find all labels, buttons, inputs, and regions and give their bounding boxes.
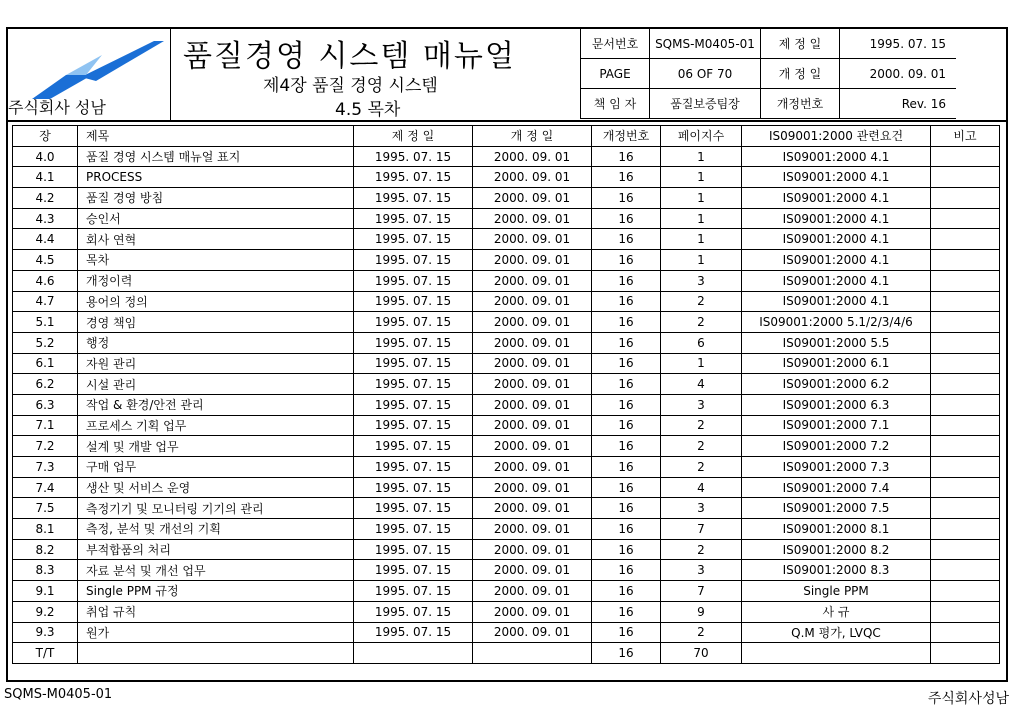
revision-no-cell: 16 (592, 415, 661, 436)
page-count-cell: 2 (661, 436, 742, 457)
revision-date: 2000. 09. 01 (840, 59, 957, 89)
issue-date-label: 제 정 일 (761, 29, 840, 59)
table-row (13, 374, 1000, 395)
issue-date-cell: 1995. 07. 15 (354, 374, 473, 395)
title-cell: 개정이력 (78, 270, 354, 291)
issue-date-cell: 1995. 07. 15 (354, 188, 473, 209)
iso-requirement-cell: IS09001:2000 6.2 (742, 374, 931, 395)
footer-company: 주식회사성남 (927, 691, 1009, 707)
title-cell: 측정기기 및 모니터링 기기의 관리 (78, 498, 354, 519)
issue-date-cell: 1995. 07. 15 (354, 560, 473, 581)
note-cell (931, 477, 1000, 498)
note-cell (931, 332, 1000, 353)
note-cell (931, 415, 1000, 436)
iso-requirement-cell: IS09001:2000 7.1 (742, 415, 931, 436)
issue-date-cell: 1995. 07. 15 (354, 312, 473, 333)
revision-no-cell: 16 (592, 643, 661, 664)
table-row (13, 146, 1000, 167)
iso-requirement-cell: 사 규 (742, 601, 931, 622)
page-count-cell: 70 (661, 643, 742, 664)
title-cell: 시설 관리 (78, 374, 354, 395)
table-row (13, 539, 1000, 560)
page-count-cell: 1 (661, 229, 742, 250)
issue-date-cell: 1995. 07. 15 (354, 291, 473, 312)
title-cell: 품질 경영 시스템 매뉴얼 표지 (78, 146, 354, 167)
chapter-cell: 8.2 (13, 539, 78, 560)
page-count-cell: 4 (661, 477, 742, 498)
title-cell: 용어의 정의 (78, 291, 354, 312)
page-count-cell: 3 (661, 394, 742, 415)
owner-label: 책 임 자 (581, 89, 650, 119)
table-row (13, 601, 1000, 622)
table-row (13, 229, 1000, 250)
table-row (13, 291, 1000, 312)
iso-requirement-cell: IS09001:2000 4.1 (742, 167, 931, 188)
note-cell (931, 208, 1000, 229)
page-count-cell: 1 (661, 188, 742, 209)
iso-requirement-cell: IS09001:2000 4.1 (742, 188, 931, 209)
note-cell (931, 601, 1000, 622)
page-count-cell: 4 (661, 374, 742, 395)
revision-no-cell: 16 (592, 457, 661, 478)
note-cell (931, 291, 1000, 312)
note-cell (931, 560, 1000, 581)
page-count-cell: 2 (661, 539, 742, 560)
page-count-cell: 1 (661, 167, 742, 188)
company-logo-icon (26, 35, 166, 99)
revision-no-cell: 16 (592, 581, 661, 602)
chapter-cell: 7.2 (13, 436, 78, 457)
revision-no-cell: 16 (592, 436, 661, 457)
revision-no-cell: 16 (592, 374, 661, 395)
revision-no-cell: 16 (592, 332, 661, 353)
chapter-cell: 4.1 (13, 167, 78, 188)
chapter-cell: 7.3 (13, 457, 78, 478)
iso-requirement-cell: IS09001:2000 4.1 (742, 208, 931, 229)
revision-no-cell: 16 (592, 539, 661, 560)
issue-date-cell: 1995. 07. 15 (354, 519, 473, 540)
issue-date-cell: 1995. 07. 15 (354, 498, 473, 519)
note-cell (931, 519, 1000, 540)
issue-date: 1995. 07. 15 (840, 29, 957, 59)
note-cell (931, 312, 1000, 333)
chapter-cell: T/T (13, 643, 78, 664)
revision-no-cell: 16 (592, 312, 661, 333)
table-row (13, 312, 1000, 333)
table-header-row (13, 126, 1000, 147)
title-cell: 취업 규칙 (78, 601, 354, 622)
page-count-cell: 9 (661, 601, 742, 622)
revision-no-cell: 16 (592, 353, 661, 374)
chapter-cell: 6.2 (13, 374, 78, 395)
revision-date-cell: 2000. 09. 01 (473, 208, 592, 229)
iso-requirement-cell: IS09001:2000 7.4 (742, 477, 931, 498)
revision-no-cell: 16 (592, 229, 661, 250)
revision-date-cell: 2000. 09. 01 (473, 250, 592, 271)
note-cell (931, 457, 1000, 478)
table-row (13, 270, 1000, 291)
header-revision-date: 개 정 일 (473, 126, 592, 147)
note-cell (931, 250, 1000, 271)
revision-no-cell: 16 (592, 250, 661, 271)
revision-date-cell: 2000. 09. 01 (473, 291, 592, 312)
revision-no-cell: 16 (592, 394, 661, 415)
revision-date-cell: 2000. 09. 01 (473, 167, 592, 188)
title-cell: 행정 (78, 332, 354, 353)
revision-no-cell: 16 (592, 477, 661, 498)
chapter-cell: 9.3 (13, 622, 78, 643)
page-label: PAGE (581, 59, 650, 89)
logo-cell (8, 29, 171, 120)
title-cell: 구매 업무 (78, 457, 354, 478)
chapter-cell: 4.4 (13, 229, 78, 250)
iso-requirement-cell: IS09001:2000 8.2 (742, 539, 931, 560)
issue-date-cell (354, 643, 473, 664)
footer-doc-code: SQMS-M0405-01 (4, 687, 113, 702)
chapter-cell: 5.1 (13, 312, 78, 333)
issue-date-cell: 1995. 07. 15 (354, 229, 473, 250)
header-revision-no: 개정번호 (592, 126, 661, 147)
chapter-cell: 6.3 (13, 394, 78, 415)
table-row (13, 643, 1000, 664)
revision-date-cell: 2000. 09. 01 (473, 312, 592, 333)
doc-no-label: 문서번호 (581, 29, 650, 59)
note-cell (931, 146, 1000, 167)
issue-date-cell: 1995. 07. 15 (354, 146, 473, 167)
revision-no-cell: 16 (592, 270, 661, 291)
note-cell (931, 167, 1000, 188)
owner: 품질보증팀장 (650, 89, 761, 119)
revision-date-cell: 2000. 09. 01 (473, 560, 592, 581)
revision-no-label: 개정번호 (761, 89, 840, 119)
page-count-cell: 2 (661, 415, 742, 436)
iso-requirement-cell: IS09001:2000 7.2 (742, 436, 931, 457)
table-row (13, 332, 1000, 353)
section-title: 4.5 목차 (335, 100, 401, 120)
table-row (13, 250, 1000, 271)
header-page-count: 페이지수 (661, 126, 742, 147)
header-issue-date: 제 정 일 (354, 126, 473, 147)
revision-date-cell (473, 643, 592, 664)
contents-table (12, 125, 1000, 664)
header-chapter: 장 (13, 126, 78, 147)
revision-date-cell: 2000. 09. 01 (473, 415, 592, 436)
revision-date-cell: 2000. 09. 01 (473, 353, 592, 374)
note-cell (931, 270, 1000, 291)
manual-title: 품질경영 시스템 매뉴얼 (183, 39, 516, 74)
revision-no: Rev. 16 (840, 89, 957, 119)
revision-date-cell: 2000. 09. 01 (473, 436, 592, 457)
page-count-cell: 3 (661, 270, 742, 291)
page-count: 06 OF 70 (650, 59, 761, 89)
header-note: 비고 (931, 126, 1000, 147)
note-cell (931, 436, 1000, 457)
revision-no-cell: 16 (592, 291, 661, 312)
chapter-cell: 9.2 (13, 601, 78, 622)
title-cell (171, 29, 581, 120)
title-cell: 원가 (78, 622, 354, 643)
chapter-cell: 6.1 (13, 353, 78, 374)
title-cell: 생산 및 서비스 운영 (78, 477, 354, 498)
iso-requirement-cell: IS09001:2000 6.1 (742, 353, 931, 374)
note-cell (931, 353, 1000, 374)
chapter-cell: 4.5 (13, 250, 78, 271)
title-cell: 프로세스 기획 업무 (78, 415, 354, 436)
issue-date-cell: 1995. 07. 15 (354, 208, 473, 229)
page-count-cell: 1 (661, 250, 742, 271)
iso-requirement-cell: IS09001:2000 4.1 (742, 291, 931, 312)
chapter-cell: 9.1 (13, 581, 78, 602)
page-count-cell: 2 (661, 457, 742, 478)
issue-date-cell: 1995. 07. 15 (354, 457, 473, 478)
revision-no-cell: 16 (592, 622, 661, 643)
issue-date-cell: 1995. 07. 15 (354, 622, 473, 643)
issue-date-cell: 1995. 07. 15 (354, 332, 473, 353)
revision-no-cell: 16 (592, 498, 661, 519)
table-row (13, 188, 1000, 209)
table-body (13, 146, 1000, 663)
issue-date-cell: 1995. 07. 15 (354, 353, 473, 374)
page-count-cell: 7 (661, 519, 742, 540)
revision-no-cell: 16 (592, 560, 661, 581)
iso-requirement-cell: IS09001:2000 5.5 (742, 332, 931, 353)
iso-requirement-cell: IS09001:2000 4.1 (742, 146, 931, 167)
issue-date-cell: 1995. 07. 15 (354, 250, 473, 271)
title-cell: 목차 (78, 250, 354, 271)
issue-date-cell: 1995. 07. 15 (354, 539, 473, 560)
header-title: 제목 (78, 126, 354, 147)
table-row (13, 622, 1000, 643)
revision-date-label: 개 정 일 (761, 59, 840, 89)
title-cell: 측정, 분석 및 개선의 기획 (78, 519, 354, 540)
chapter-cell: 7.1 (13, 415, 78, 436)
revision-date-cell: 2000. 09. 01 (473, 622, 592, 643)
issue-date-cell: 1995. 07. 15 (354, 270, 473, 291)
revision-date-cell: 2000. 09. 01 (473, 498, 592, 519)
page-count-cell: 3 (661, 498, 742, 519)
iso-requirement-cell: IS09001:2000 6.3 (742, 394, 931, 415)
chapter-cell: 4.7 (13, 291, 78, 312)
note-cell (931, 622, 1000, 643)
chapter-cell: 8.3 (13, 560, 78, 581)
title-cell: Single PPM 규정 (78, 581, 354, 602)
table-row (13, 436, 1000, 457)
title-cell: 부적합품의 처리 (78, 539, 354, 560)
iso-requirement-cell: IS09001:2000 8.1 (742, 519, 931, 540)
iso-requirement-cell: IS09001:2000 4.1 (742, 270, 931, 291)
title-cell: 경영 책임 (78, 312, 354, 333)
page-count-cell: 2 (661, 291, 742, 312)
note-cell (931, 581, 1000, 602)
iso-requirement-cell: IS09001:2000 7.5 (742, 498, 931, 519)
note-cell (931, 188, 1000, 209)
iso-requirement-cell: Q.M 평가, LVQC (742, 622, 931, 643)
note-cell (931, 394, 1000, 415)
iso-requirement-cell: IS09001:2000 7.3 (742, 457, 931, 478)
document-info-table (580, 29, 956, 119)
issue-date-cell: 1995. 07. 15 (354, 436, 473, 457)
iso-requirement-cell (742, 643, 931, 664)
table-row (13, 353, 1000, 374)
title-cell (78, 643, 354, 664)
iso-requirement-cell: IS09001:2000 4.1 (742, 229, 931, 250)
table-row (13, 560, 1000, 581)
chapter-cell: 5.2 (13, 332, 78, 353)
revision-date-cell: 2000. 09. 01 (473, 394, 592, 415)
revision-date-cell: 2000. 09. 01 (473, 270, 592, 291)
note-cell (931, 374, 1000, 395)
issue-date-cell: 1995. 07. 15 (354, 581, 473, 602)
revision-no-cell: 16 (592, 146, 661, 167)
title-cell: 승인서 (78, 208, 354, 229)
issue-date-cell: 1995. 07. 15 (354, 415, 473, 436)
chapter-cell: 4.2 (13, 188, 78, 209)
header-divider (8, 120, 1006, 122)
doc-no: SQMS-M0405-01 (650, 29, 761, 59)
revision-no-cell: 16 (592, 519, 661, 540)
iso-requirement-cell: IS09001:2000 4.1 (742, 250, 931, 271)
revision-no-cell: 16 (592, 208, 661, 229)
iso-requirement-cell: IS09001:2000 8.3 (742, 560, 931, 581)
page-count-cell: 2 (661, 622, 742, 643)
revision-no-cell: 16 (592, 167, 661, 188)
issue-date-cell: 1995. 07. 15 (354, 394, 473, 415)
chapter-cell: 7.5 (13, 498, 78, 519)
page-count-cell: 3 (661, 560, 742, 581)
page-count-cell: 1 (661, 208, 742, 229)
revision-no-cell: 16 (592, 188, 661, 209)
page-count-cell: 7 (661, 581, 742, 602)
revision-date-cell: 2000. 09. 01 (473, 188, 592, 209)
revision-date-cell: 2000. 09. 01 (473, 374, 592, 395)
chapter-cell: 4.6 (13, 270, 78, 291)
revision-date-cell: 2000. 09. 01 (473, 146, 592, 167)
note-cell (931, 498, 1000, 519)
issue-date-cell: 1995. 07. 15 (354, 601, 473, 622)
table-row (13, 519, 1000, 540)
page-count-cell: 1 (661, 146, 742, 167)
company-name: 주식회사 성남 (8, 98, 106, 117)
note-cell (931, 539, 1000, 560)
chapter-cell: 4.0 (13, 146, 78, 167)
note-cell (931, 229, 1000, 250)
revision-no-cell: 16 (592, 601, 661, 622)
title-cell: 품질 경영 방침 (78, 188, 354, 209)
table-row (13, 581, 1000, 602)
document-header (8, 29, 1006, 121)
note-cell (931, 643, 1000, 664)
revision-date-cell: 2000. 09. 01 (473, 519, 592, 540)
revision-date-cell: 2000. 09. 01 (473, 477, 592, 498)
revision-date-cell: 2000. 09. 01 (473, 457, 592, 478)
table-row (13, 208, 1000, 229)
revision-date-cell: 2000. 09. 01 (473, 581, 592, 602)
header-iso-requirement: IS09001:2000 관련요건 (742, 126, 931, 147)
title-cell: 설계 및 개발 업무 (78, 436, 354, 457)
revision-date-cell: 2000. 09. 01 (473, 539, 592, 560)
iso-requirement-cell: IS09001:2000 5.1/2/3/4/6 (742, 312, 931, 333)
revision-date-cell: 2000. 09. 01 (473, 601, 592, 622)
chapter-cell: 4.3 (13, 208, 78, 229)
chapter-title: 제4장 품질 경영 시스템 (263, 76, 438, 96)
table-row (13, 167, 1000, 188)
table-row (13, 394, 1000, 415)
table-row (13, 477, 1000, 498)
title-cell: 자료 분석 및 개선 업무 (78, 560, 354, 581)
iso-requirement-cell: Single PPM (742, 581, 931, 602)
issue-date-cell: 1995. 07. 15 (354, 167, 473, 188)
revision-date-cell: 2000. 09. 01 (473, 332, 592, 353)
table-row (13, 415, 1000, 436)
title-cell: 작업 & 환경/안전 관리 (78, 394, 354, 415)
page-count-cell: 6 (661, 332, 742, 353)
issue-date-cell: 1995. 07. 15 (354, 477, 473, 498)
page-count-cell: 1 (661, 353, 742, 374)
revision-date-cell: 2000. 09. 01 (473, 229, 592, 250)
table-row (13, 457, 1000, 478)
chapter-cell: 8.1 (13, 519, 78, 540)
title-cell: PROCESS (78, 167, 354, 188)
title-cell: 회사 연혁 (78, 229, 354, 250)
table-row (13, 498, 1000, 519)
page-count-cell: 2 (661, 312, 742, 333)
title-cell: 자원 관리 (78, 353, 354, 374)
chapter-cell: 7.4 (13, 477, 78, 498)
